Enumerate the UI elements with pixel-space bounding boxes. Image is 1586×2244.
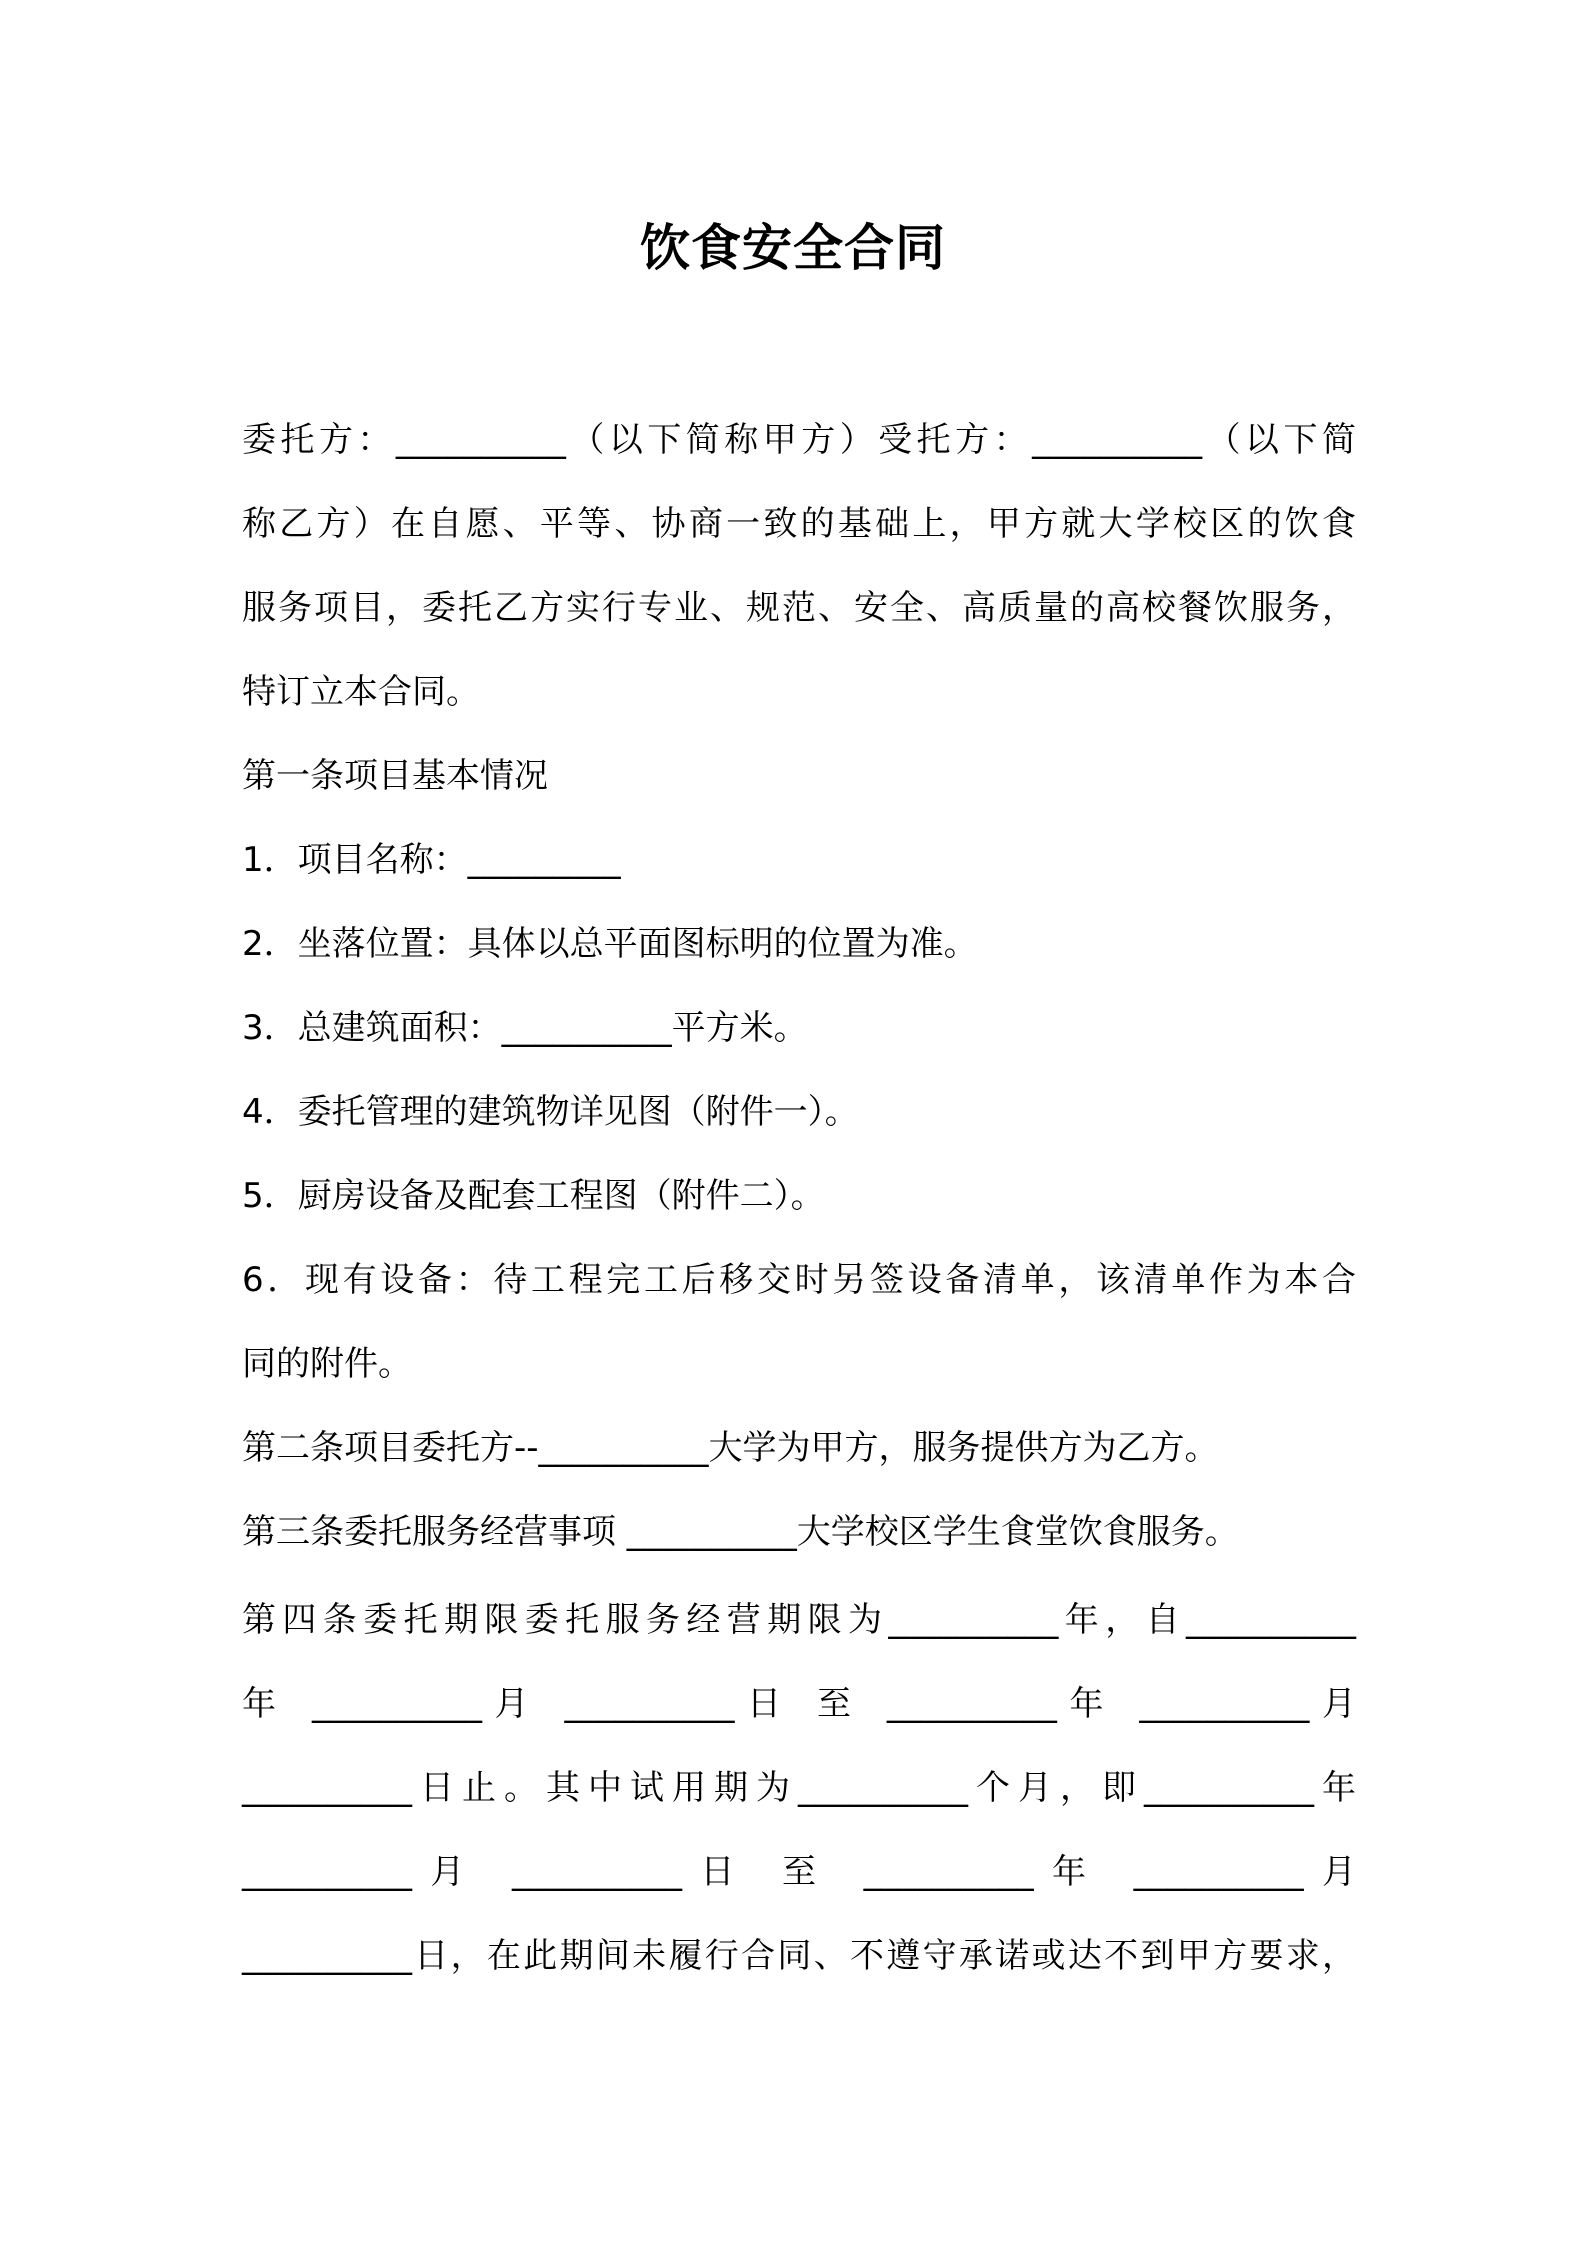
- text-line: 4．委托管理的建筑物详见图（附件一）。: [242, 1092, 859, 1132]
- document-title: 饮食安全合同: [640, 219, 946, 277]
- text-line: 3．总建筑面积：__________平方米。: [242, 1008, 808, 1048]
- text-line: 委托方：__________（以下简称甲方）受托方：__________（以下简: [242, 420, 1356, 460]
- text-line: 称乙方）在自愿、平等、协商一致的基础上，甲方就大学校区的饮食: [242, 504, 1356, 544]
- text-line: 第二条项目委托方--__________大学为甲方，服务提供方为乙方。: [242, 1428, 1219, 1468]
- text-line: 第三条委托服务经营事项 __________大学校区学生食堂饮食服务。: [242, 1512, 1239, 1552]
- text-line: 第四条委托期限委托服务经营期限为__________年，自__________: [242, 1600, 1356, 1640]
- text-line: 6．现有设备：待工程完工后移交时另签设备清单，该清单作为本合: [242, 1260, 1356, 1300]
- text-line: 5．厨房设备及配套工程图（附件二）。: [242, 1176, 825, 1216]
- text-line: 1．项目名称：_________: [242, 840, 621, 880]
- text-line: __________月 __________日 至 __________年 __________月: [242, 1852, 1356, 1892]
- text-line: 服务项目，委托乙方实行专业、规范、安全、高质量的高校餐饮服务，: [242, 588, 1356, 628]
- document-body: [242, 398, 1356, 1994]
- text-line: 同的附件。: [242, 1344, 412, 1384]
- text-line: __________日止。其中试用期为__________个月，即__________年: [242, 1768, 1356, 1808]
- text-line: __________日，在此期间未履行合同、不遵守承诺或达不到甲方要求，: [242, 1936, 1356, 1976]
- text-line: 年 __________月 __________日 至 __________年 __________月: [242, 1684, 1356, 1724]
- text-line: 第一条项目基本情况: [242, 756, 548, 796]
- text-line: 2．坐落位置：具体以总平面图标明的位置为准。: [242, 924, 978, 964]
- text-line: 特订立本合同。: [242, 672, 480, 712]
